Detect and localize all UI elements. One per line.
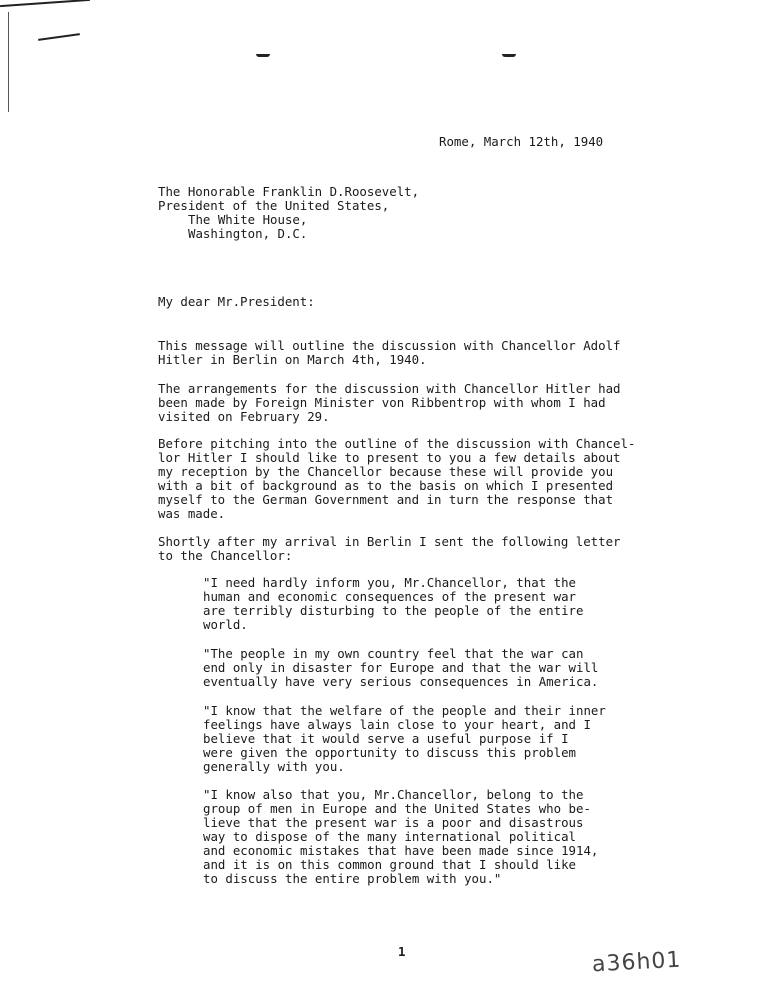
text-line: visited on February 29.: [158, 409, 330, 424]
quote-2: [203, 647, 633, 689]
text-line: The arrangements for the discussion with Chancellor Hitler had: [158, 381, 621, 396]
text-line: human and economic consequences of the present war: [203, 589, 576, 604]
text-line: were given the opportunity to discuss this problem: [203, 745, 576, 760]
text-line: believe that it would serve a useful purpose if I: [203, 731, 569, 746]
scan-mark-tick-2: [502, 54, 516, 57]
text-line: generally with you.: [203, 759, 345, 774]
scan-mark-tick-1: [256, 54, 270, 57]
text-line: world.: [203, 617, 248, 632]
text-line: with a bit of background as to the basis on which I presented: [158, 478, 614, 493]
salutation: My dear Mr.President:: [158, 294, 315, 309]
text-line: eventually have very serious consequences in America.: [203, 674, 599, 689]
text-line: way to dispose of the many international political: [203, 829, 576, 844]
paragraph-3: [158, 437, 658, 521]
text-line: are terribly disturbing to the people of the entire: [203, 603, 584, 618]
address-line: Washington, D.C.: [188, 226, 308, 241]
address-line: President of the United States,: [158, 198, 390, 213]
text-line: "I need hardly inform you, Mr.Chancellor, that the: [203, 575, 576, 590]
text-line: to discuss the entire problem with you.": [203, 871, 502, 886]
archive-stamp: a36h01: [591, 947, 683, 978]
text-line: "I know also that you, Mr.Chancellor, belong to the: [203, 787, 584, 802]
quote-4: [203, 788, 633, 886]
text-line: to the Chancellor:: [158, 548, 293, 563]
text-line: feelings have always lain close to your heart, and I: [203, 717, 591, 732]
paragraph-1: [158, 339, 658, 367]
text-line: "I know that the welfare of the people and their inner: [203, 703, 606, 718]
scan-mark-dash: [38, 33, 80, 41]
quote-3: [203, 704, 633, 774]
text-line: lor Hitler I should like to present to you a few details about: [158, 450, 621, 465]
text-line: my reception by the Chancellor because these will provide you: [158, 464, 614, 479]
text-line: and it is on this common ground that I should like: [203, 857, 576, 872]
address-line: The Honorable Franklin D.Roosevelt,: [158, 184, 420, 199]
quote-1: [203, 576, 633, 632]
paragraph-2: [158, 382, 658, 424]
text-line: group of men in Europe and the United States who be-: [203, 801, 591, 816]
text-line: was made.: [158, 506, 226, 521]
text-line: lieve that the present war is a poor and disastrous: [203, 815, 584, 830]
paragraph-4: [158, 535, 658, 563]
address-line: The White House,: [188, 212, 308, 227]
page-number: 1: [398, 944, 406, 959]
text-line: Hitler in Berlin on March 4th, 1940.: [158, 352, 427, 367]
recipient-address: [158, 185, 419, 241]
text-line: end only in disaster for Europe and that the war will: [203, 660, 599, 675]
text-line: myself to the German Government and in turn the response that: [158, 492, 614, 507]
text-line: and economic mistakes that have been made since 1914,: [203, 843, 599, 858]
text-line: This message will outline the discussion with Chancellor Adolf: [158, 338, 621, 353]
text-line: Shortly after my arrival in Berlin I sent the following letter: [158, 534, 621, 549]
text-line: been made by Foreign Minister von Ribbentrop with whom I had: [158, 395, 606, 410]
letter-date: Rome, March 12th, 1940: [439, 134, 604, 149]
text-line: Before pitching into the outline of the discussion with Chancel-: [158, 436, 636, 451]
scan-mark-left-edge: [8, 12, 9, 112]
text-line: "The people in my own country feel that the war can: [203, 646, 584, 661]
scan-mark-top-left: [0, 0, 90, 7]
